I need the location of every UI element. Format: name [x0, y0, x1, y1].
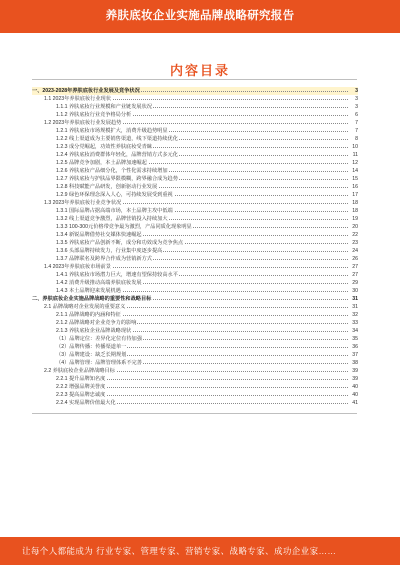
toc-entry-title: 1.2.2 线上渠道成为主要销售渠道，线下渠道持续优化: [56, 136, 178, 142]
toc-entry[interactable]: [32, 327, 358, 335]
toc-entry[interactable]: [32, 255, 358, 263]
toc-entry-title: 1.1 2023年养肤底妆行业现状: [44, 96, 111, 102]
toc-entry-title: 2.2.1 提升品牌知名度: [56, 376, 106, 382]
toc-entry-page: 19: [352, 216, 358, 222]
toc-entry[interactable]: [32, 359, 358, 367]
toc-entry[interactable]: [32, 311, 358, 319]
toc-entry-page: 35: [352, 336, 358, 342]
toc-entry-title: （4）品牌管理：品牌管理体系不完善: [56, 360, 142, 366]
toc-entry[interactable]: [32, 183, 358, 191]
toc-entry-page: 3: [355, 96, 358, 102]
toc-entry-page: 17: [352, 192, 358, 198]
toc-entry-title: 1.3.1 国际品牌占据高端市场，本土品牌主攻中低端: [56, 208, 173, 214]
toc-entry-title: 1.3.3 100-300元价格带竞争最为激烈，产品同质化现象明显: [56, 224, 192, 230]
toc-top-divider: [32, 79, 357, 80]
toc-entry-page: 33: [352, 320, 358, 326]
toc-entry-page: 3: [355, 88, 358, 94]
toc-entry[interactable]: [32, 343, 358, 351]
toc-entry-title: 1.3 2023年养肤底妆行业竞争状况: [44, 200, 122, 206]
toc-entry-page: 39: [352, 376, 358, 382]
toc-entry[interactable]: [32, 319, 358, 327]
toc-entry-title: 1.3.2 线上渠道竞争激烈，品牌营销投入持续加大: [56, 216, 168, 222]
toc-entry[interactable]: [32, 207, 358, 215]
toc-entry[interactable]: [32, 111, 358, 119]
toc-entry-page: 8: [355, 136, 358, 142]
toc-entry-page: 16: [352, 184, 358, 190]
toc-entry-page: 36: [352, 344, 358, 350]
toc-entry-page: 27: [352, 264, 358, 270]
toc-entry-title: 1.4 2023年养肤底妆市场前景: [44, 264, 111, 270]
toc-entry-page: 22: [352, 232, 358, 238]
toc-entry-title: 2.2.3 提高品牌忠诚度: [56, 392, 106, 398]
toc-entry-page: 32: [352, 312, 358, 318]
toc-entry-title: 2.1.1 品牌战略的内涵和特征: [56, 312, 121, 318]
toc-entry-title: 1.4.3 本土品牌迎来发展机遇: [56, 288, 121, 294]
toc-entry[interactable]: [32, 119, 358, 127]
toc-title: 内容目录: [169, 63, 230, 78]
report-title: 养肤底妆企业实施品牌战略研究报告: [105, 10, 295, 22]
toc-entry[interactable]: [32, 231, 358, 239]
toc-entry-title: 1.2.1 养肤底妆市场规模扩大，消费升级趋势明显: [56, 128, 168, 134]
toc-entry-title: 1.3.5 养肤底妆产品创新不断，成分和功效成为竞争焦点: [56, 240, 184, 246]
toc-entry-page: 41: [352, 400, 358, 406]
toc-entry[interactable]: [32, 215, 358, 223]
toc-entry-page: 11: [352, 152, 358, 158]
toc-entry[interactable]: [32, 279, 358, 287]
toc-entry-page: 6: [355, 112, 358, 118]
toc-entry[interactable]: [32, 175, 358, 183]
toc-entry[interactable]: [32, 375, 358, 383]
toc-entry-title: 二、养肤底妆企业实施品牌战略的重要性和战略目标: [32, 296, 152, 302]
toc-entry-page: 7: [355, 120, 358, 126]
toc-entry-title: 2.2.2 增强品牌美誉度: [56, 384, 106, 390]
toc-entry-page: 40: [352, 392, 358, 398]
toc-entry-title: 1.3.6 头部品牌持续发力，行业集中度逐步提高: [56, 248, 163, 254]
toc-entry-title: 一、2023-2028年养肤底妆行业发展及竞争状况: [32, 88, 140, 94]
toc-entry[interactable]: [32, 191, 358, 199]
toc-entry[interactable]: [32, 135, 358, 143]
toc-entry-title: 1.2.6 养肤底妆产品细分化，个性化需求持续增加: [56, 168, 168, 174]
toc-entry[interactable]: [32, 351, 358, 359]
toc-entry[interactable]: [32, 383, 358, 391]
toc-entry-title: 1.2.3 成分党崛起，功效性养肤底妆受青睐: [56, 144, 152, 150]
toc-entry-title: 1.4.1 养肤底妆市场潜力巨大，增速有望保持较高水平: [56, 272, 178, 278]
toc-entry-title: 1.3.4 新锐品牌借势社交媒体快速崛起: [56, 232, 142, 238]
toc-entry[interactable]: [32, 159, 358, 167]
toc-entry-page: 23: [352, 240, 358, 246]
toc-entry-page: 18: [352, 200, 358, 206]
toc-entry-page: 14: [352, 168, 358, 174]
toc-entry-title: （3）品牌建设：缺乏长期规划: [56, 352, 127, 358]
toc-entry[interactable]: [32, 367, 358, 375]
toc-entry-page: 29: [352, 280, 358, 286]
toc-entry[interactable]: [32, 399, 358, 407]
toc-entry-title: 1.2 2023年养肤底妆行业发展趋势: [44, 120, 122, 126]
toc-entry[interactable]: [32, 335, 358, 343]
toc-entry-title: 2.2.4 实现品牌价值最大化: [56, 400, 116, 406]
toc-entry-title: （2）品牌传播：传播渠道单一: [56, 344, 127, 350]
toc-entry-page: 37: [352, 352, 358, 358]
toc-entry-page: 3: [355, 104, 358, 110]
toc-entry-title: 1.2.5 品牌竞争加剧，本土品牌加速崛起: [56, 160, 147, 166]
toc-entry-page: 26: [352, 256, 358, 262]
toc-entry[interactable]: [32, 167, 358, 175]
toc-entry-title: 1.2.7 养肤底妆与护肤品界限模糊，跨界融合成为趋势: [56, 176, 178, 182]
toc-entry-page: 15: [352, 176, 358, 182]
toc-entry-title: 1.2.9 绿色环保理念深入人心，可持续发展受到重视: [56, 192, 173, 198]
toc-entry[interactable]: [32, 287, 358, 295]
table-of-contents: [32, 87, 358, 407]
toc-entry-title: 2.1.3 养肤底妆企业品牌战略现状: [56, 328, 132, 334]
toc-entry-page: 40: [352, 384, 358, 390]
toc-entry[interactable]: [32, 143, 358, 151]
footer-slogan: 让每个人都能成为 行业专家、管理专家、营销专家、战略专家、成功企业家……: [22, 546, 337, 556]
toc-entry-title: （1）品牌定位：差异化定位有待加强: [56, 336, 142, 342]
toc-entry[interactable]: [32, 391, 358, 399]
toc-entry[interactable]: [32, 103, 358, 111]
toc-entry-page: 12: [352, 160, 358, 166]
toc-entry-page: 10: [352, 144, 358, 150]
toc-entry[interactable]: [32, 263, 358, 271]
toc-entry[interactable]: [32, 127, 358, 135]
toc-entry[interactable]: [32, 239, 358, 247]
toc-entry-page: 39: [352, 368, 358, 374]
toc-entry-page: 27: [352, 272, 358, 278]
toc-entry[interactable]: [32, 271, 358, 279]
toc-entry[interactable]: [32, 247, 358, 255]
toc-entry[interactable]: [32, 87, 358, 95]
toc-bottom-divider: [32, 413, 357, 414]
toc-entry-page: 24: [352, 248, 358, 254]
toc-entry-title: 2.1 品牌战略对企业发展的重要意义: [44, 304, 126, 310]
toc-entry-title: 2.2 养肤底妆企业品牌战略目标: [44, 368, 115, 374]
toc-entry-title: 1.2.8 科技赋能产品研发，创新驱动行业发展: [56, 184, 158, 190]
toc-entry-page: 20: [352, 224, 358, 230]
toc-entry-page: 18: [352, 208, 358, 214]
toc-entry[interactable]: [32, 295, 358, 303]
toc-entry-title: 1.1.1 养肤底妆行业规模和产业链发展状况: [56, 104, 152, 110]
toc-entry-title: 1.3.7 品牌联名及跨界合作成为营销新方式: [56, 256, 152, 262]
toc-entry-page: 31: [352, 296, 358, 302]
toc-entry[interactable]: [32, 199, 358, 207]
toc-entry[interactable]: [32, 151, 358, 159]
toc-entry-title: 2.1.2 品牌战略对企业竞争力的影响: [56, 320, 137, 326]
toc-entry-title: 1.4.2 消费升级推动高端养肤底妆发展: [56, 280, 142, 286]
toc-entry-title: 1.2.4 养肤底妆消费群体年轻化，品牌营销方式多元化: [56, 152, 178, 158]
toc-entry-page: 31: [352, 304, 358, 310]
toc-entry[interactable]: [32, 223, 358, 231]
toc-entry-page: 34: [352, 328, 358, 334]
toc-entry-title: 1.1.2 养肤底妆行业竞争格局分析: [56, 112, 132, 118]
toc-entry-page: 30: [352, 288, 358, 294]
toc-entry-page: 7: [355, 128, 358, 134]
toc-entry[interactable]: [32, 303, 358, 311]
toc-entry-page: 38: [352, 360, 358, 366]
toc-entry[interactable]: [32, 95, 358, 103]
